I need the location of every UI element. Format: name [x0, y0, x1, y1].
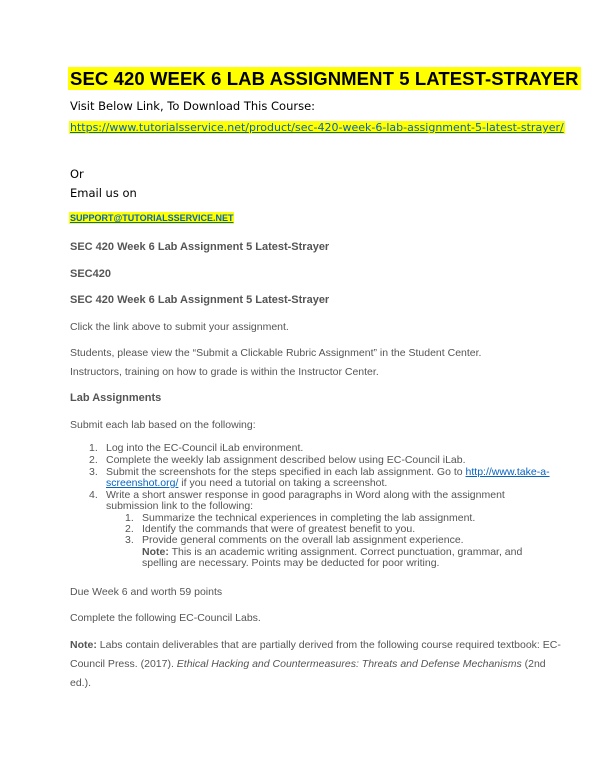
- students-instruction: Students, please view the “Submit a Clickable Rubric Assignment” in the Student Center.: [70, 347, 482, 359]
- list-item-text: Submit the screenshots for the steps specified in each lab assignment. Go to: [106, 466, 466, 478]
- note-label: Note:: [142, 546, 169, 558]
- sublist-number: 2.: [125, 523, 134, 535]
- note-label: Note:: [70, 639, 97, 651]
- email-text: Email us on: [70, 186, 137, 200]
- screenshot-link[interactable]: http://www.take-a-: [465, 466, 550, 478]
- sublist-item: Summarize the technical experiences in completing the lab assignment.: [142, 512, 476, 524]
- heading-course-title: SEC 420 Week 6 Lab Assignment 5 Latest-Strayer: [70, 241, 330, 253]
- page-title: SEC 420 WEEK 6 LAB ASSIGNMENT 5 LATEST-STRAYER: [70, 68, 579, 89]
- heading-course-title-2: SEC 420 Week 6 Lab Assignment 5 Latest-Strayer: [70, 294, 330, 306]
- click-instruction: Click the link above to submit your assignment.: [70, 321, 289, 333]
- list-item-continued: submission link to the following:: [106, 500, 254, 512]
- note-text: Council Press. (2017).: [70, 658, 177, 670]
- visit-text: Visit Below Link, To Download This Course:: [70, 99, 316, 113]
- note-text: This is an academic writing assignment. Correct punctuation, grammar, and: [168, 546, 523, 558]
- note-line-continued: spelling are necessary. Points may be deducted for poor writing.: [142, 557, 440, 569]
- list-number: 4.: [89, 489, 98, 501]
- list-number: 3.: [89, 466, 98, 478]
- course-link[interactable]: https://www.tutorialsservice.net/product/sec-420-week-6-lab-assignment-5-latest-strayer/: [70, 121, 564, 134]
- support-email-link[interactable]: SUPPORT@TUTORIALSSERVICE.NET: [70, 213, 234, 223]
- textbook-note-line-3: ed.).: [70, 677, 92, 689]
- list-item-continued: [106, 477, 387, 489]
- submit-instruction: Submit each lab based on the following:: [70, 419, 256, 431]
- heading-course-code: SEC420: [70, 268, 111, 280]
- lab-assignments-heading: Lab Assignments: [70, 392, 162, 404]
- list-item: Log into the EC-Council iLab environment.: [106, 442, 304, 454]
- note-text: (2nd: [521, 658, 546, 670]
- or-text: Or: [70, 167, 84, 181]
- list-item: Write a short answer response in good paragraphs in Word along with the assignment: [106, 489, 505, 501]
- list-item-text: if you need a tutorial on taking a screenshot.: [178, 477, 388, 489]
- list-number: 2.: [89, 454, 98, 466]
- list-number: 1.: [89, 442, 98, 454]
- instructors-instruction: Instructors, training on how to grade is within the Instructor Center.: [70, 366, 379, 378]
- sublist-item: Identify the commands that were of greatest benefit to you.: [142, 523, 416, 535]
- sublist-number: 1.: [125, 512, 134, 524]
- textbook-note-line-1: [70, 639, 561, 651]
- complete-labs-text: Complete the following EC-Council Labs.: [70, 612, 261, 624]
- textbook-note-line-2: [70, 658, 546, 670]
- due-text: Due Week 6 and worth 59 points: [70, 586, 223, 598]
- screenshot-link-continued[interactable]: screenshot.org/: [106, 477, 179, 489]
- sublist-item: Provide general comments on the overall lab assignment experience.: [142, 534, 464, 546]
- sublist-number: 3.: [125, 534, 134, 546]
- textbook-title: Ethical Hacking and Countermeasures: Threats and Defense Mechanisms: [176, 658, 522, 670]
- note-text: Labs contain deliverables that are partially derived from the following course required textbook: EC-: [96, 639, 561, 651]
- list-item: Complete the weekly lab assignment described below using EC-Council iLab.: [106, 454, 466, 466]
